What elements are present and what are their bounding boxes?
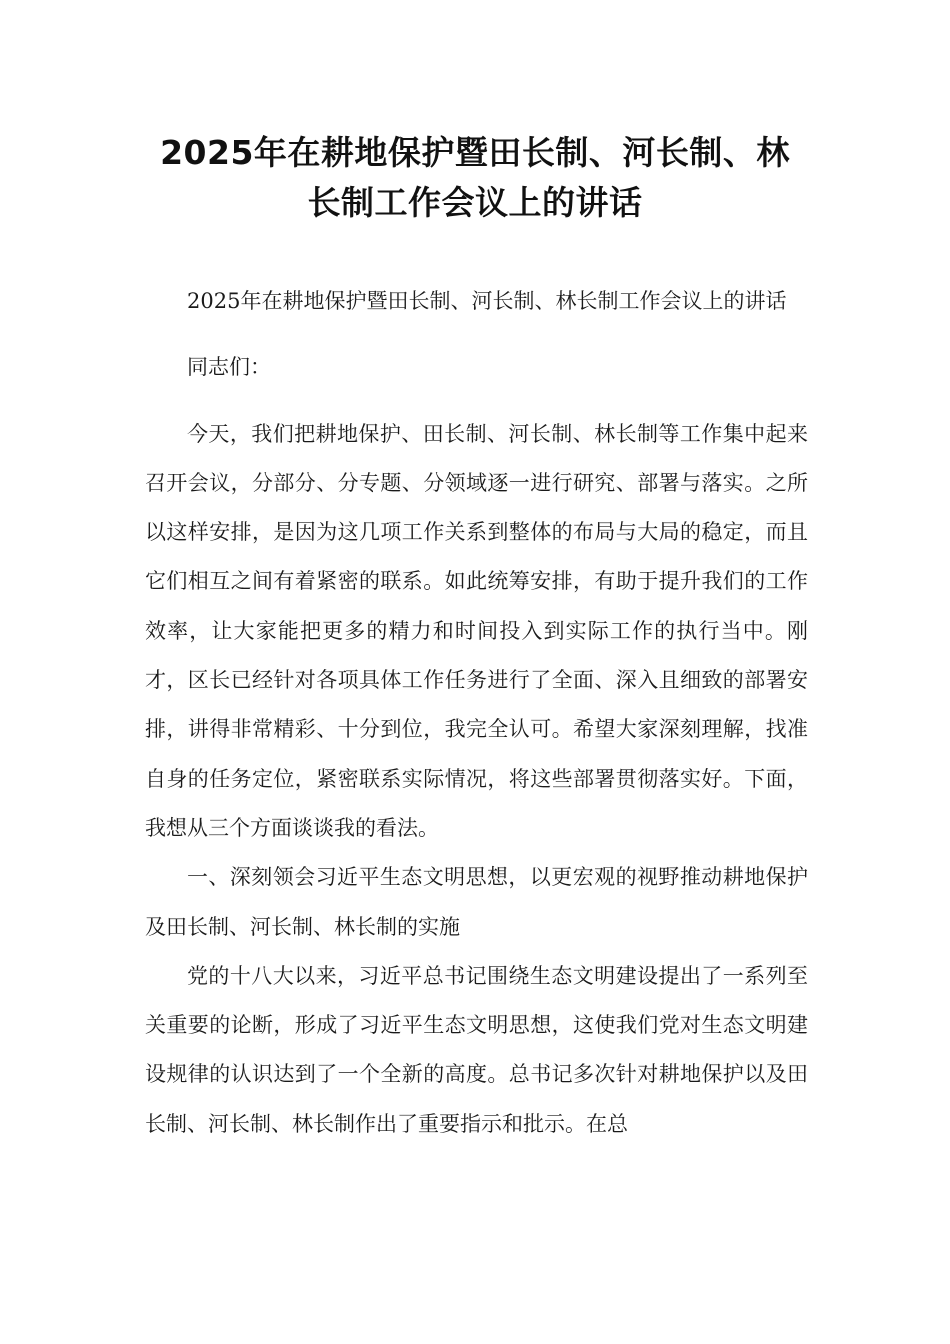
section-heading-1: 一、深刻领会习近平生态文明思想，以更宏观的视野推动耕地保护及田长制、河长制、林长制的实施	[145, 865, 808, 939]
paragraph-salutation: 同志们：	[187, 355, 271, 380]
title-line-1: 2025年在耕地保护暨田长制、河长制、林	[160, 133, 790, 172]
title-line-2: 长制工作会议上的讲话	[307, 183, 643, 222]
paragraph-subtitle: 2025年在耕地保护暨田长制、河长制、林长制工作会议上的讲话	[187, 289, 787, 313]
document-title	[120, 128, 830, 228]
document-body	[145, 277, 808, 1149]
paragraph-intro: 今天，我们把耕地保护、田长制、河长制、林长制等工作集中起来召开会议，分部分、分专题、分领域逐一进行研究、部署与落实。之所以这样安排，是因为这几项工作关系到整体的布局与大局的稳定，而且它们相互之间有着紧密的联系。如此统筹安排，有助于提升我们的工作效率，让大家能把更多的精力和时间投入到实际工作的执行当中。刚才，区长已经针对各项具体工作任务进行了全面、深入且细致的部署安排，讲得非常精彩、十分到位，我完全认可。希望大家深刻理解，找准自身的任务定位，紧密联系实际情况，将这些部署贯彻落实好。下面，我想从三个方面谈谈我的看法。	[145, 421, 808, 840]
paragraph-section-1: 党的十八大以来，习近平总书记围绕生态文明建设提出了一系列至关重要的论断，形成了习近平生态文明思想，这使我们党对生态文明建设规律的认识达到了一个全新的高度。总书记多次针对耕地保护以及田长制、河长制、林长制作出了重要指示和批示。在总	[145, 963, 808, 1136]
